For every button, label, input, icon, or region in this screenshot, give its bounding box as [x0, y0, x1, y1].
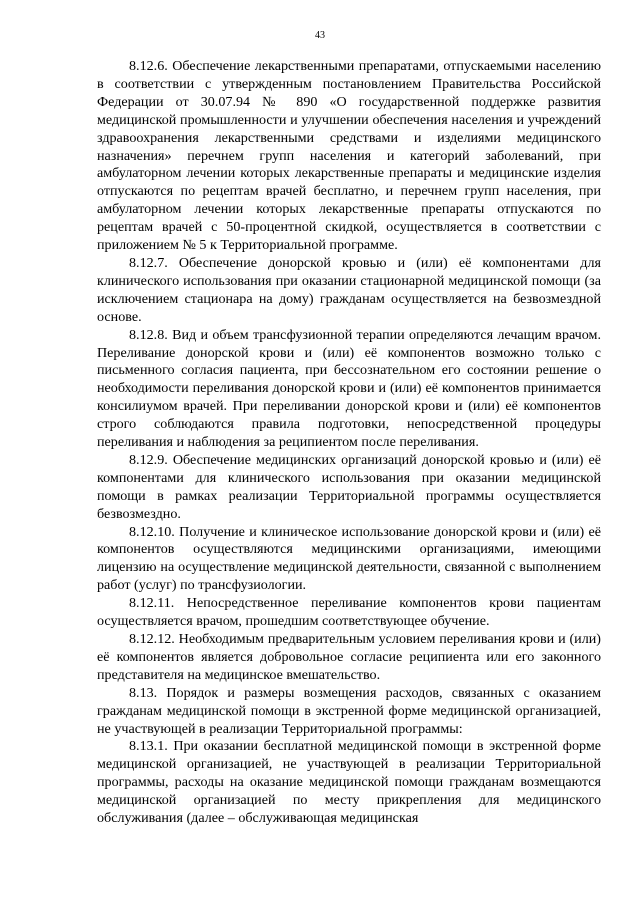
paragraph-8-12-10: 8.12.10. Получение и клиническое использование донорской крови и (или) её компонентов осуществляются медицинскими организациями, имеющими лицензию на осуществление медицинской деятельности, связанной с выполнением работ (услуг) по трансфузиологии. — [97, 523, 601, 594]
paragraph-8-13-1: 8.13.1. При оказании бесплатной медицинской помощи в экстренной форме медицинской организацией, не участвующей в реализации Территориальной программы, расходы на оказание медицинской помощи гражданам возмещаются медицинской организацией по месту прикрепления для медицинского обслуживания (далее – обслуживающая медицинская — [97, 738, 601, 827]
document-body — [97, 58, 601, 828]
paragraph-8-12-8: 8.12.8. Вид и объем трансфузионной терапии определяются лечащим врачом. Переливание донорской крови и (или) её компонентов возможно только с письменного согласия пациента, при бессознательном его состоянии решение о необходимости переливания донорской крови и (или) её компонентов принимается консилиумом врачей. При переливании донорской крови и (или) её компонентов строго соблюдаются правила подготовки, непосредственной процедуры переливания и наблюдения за реципиентом после переливания. — [97, 326, 601, 451]
page-number: 43 — [315, 30, 325, 41]
paragraph-8-12-11: 8.12.11. Непосредственное переливание компонентов крови пациентам осуществляется врачом, прошедшим соответствующее обучение. — [97, 595, 601, 630]
paragraph-8-12-12: 8.12.12. Необходимым предварительным условием переливания крови и (или) её компонентов является добровольное согласие реципиента или его законного представителя на медицинское вмешательство. — [97, 631, 601, 683]
paragraph-8-13: 8.13. Порядок и размеры возмещения расходов, связанных с оказанием гражданам медицинской помощи в экстренной форме медицинской организацией, не участвующей в реализации Территориальной программы: — [97, 684, 601, 737]
paragraph-8-12-7: 8.12.7. Обеспечение донорской кровью и (или) её компонентами для клинического использования при оказании стационарной медицинской помощи (за исключением стационара на дому) гражданам осуществляется на безвозмездной основе. — [97, 254, 601, 325]
paragraph-8-12-6: 8.12.6. Обеспечение лекарственными препаратами, отпускаемыми населению в соответствии с утвержденным постановлением Правительства Российской Федерации от 30.07.94 № 890 «О государственной поддержке развития медицинской промышленности и улучшении обеспечения населения и учреждений здравоохранения лекарственными средствами и изделиями медицинского назначения» перечнем групп населения и категорий заболеваний, при амбулаторном лечении которых лекарственные препараты и медицинские изделия отпускаются по рецептам врачей бесплатно, и перечнем групп населения, при амбулаторном лечении которых лекарственные препараты отпускаются по рецептам врачей с 50-процентной скидкой, осуществляется в соответствии с приложением № 5 к Территориальной программе. — [97, 58, 601, 254]
paragraph-8-12-9: 8.12.9. Обеспечение медицинских организаций донорской кровью и (или) её компонентами для клинического использования при оказании медицинской помощи в рамках реализации Территориальной программы осуществляется безвозмездно. — [97, 451, 601, 522]
